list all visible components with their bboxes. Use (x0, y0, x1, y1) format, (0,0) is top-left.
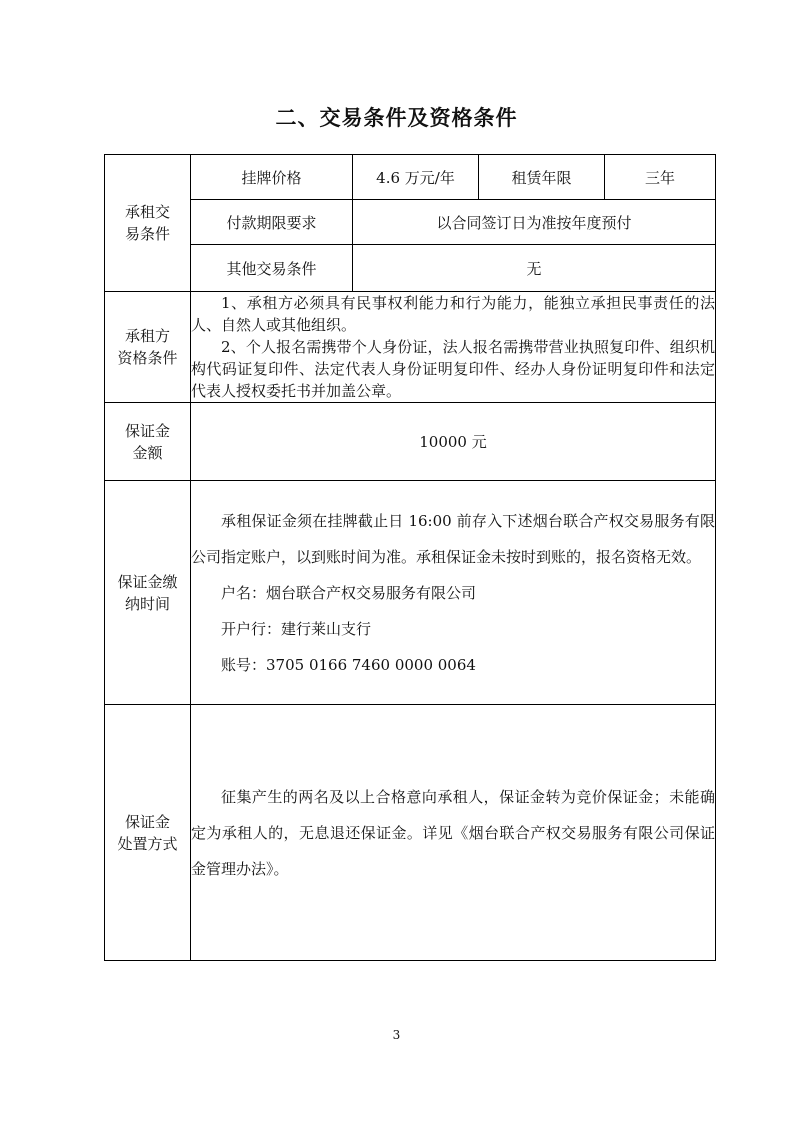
bank-name: 开户行：建行莱山支行 (221, 619, 372, 638)
label-line: 资格条件 (117, 349, 178, 367)
deposit-payment-label (105, 481, 191, 705)
conditions-table (104, 154, 716, 961)
label-line: 金额 (132, 443, 163, 462)
label-line: 保证金 (124, 812, 170, 831)
label-line: 保证金 (124, 421, 170, 440)
label-line: 易条件 (124, 225, 170, 243)
deposit-payment-row (105, 481, 716, 705)
payment-value: 以合同签订日为准按年度预付 (353, 200, 716, 245)
trade-conditions-label (105, 155, 191, 292)
qualification-row (105, 292, 716, 403)
account-number: 账号：3705 0166 7460 0000 0064 (221, 655, 476, 674)
lease-term-value: 三年 (605, 155, 716, 200)
other-label: 其他交易条件 (191, 245, 353, 292)
deposit-payment-text (191, 481, 716, 705)
trade-row-other (105, 245, 716, 292)
listing-price-value: 4.6 万元/年 (353, 155, 479, 200)
qualification-label (105, 292, 191, 403)
payment-label: 付款期限要求 (191, 200, 353, 245)
section-title: 二、交易条件及资格条件 (275, 106, 518, 130)
label-line: 承租方 (124, 327, 170, 345)
trade-row-payment (105, 200, 716, 245)
account-name: 户名：烟台联合产权交易服务有限公司 (221, 583, 477, 602)
lease-term-label: 租赁年限 (479, 155, 605, 200)
label-line: 保证金缴 (117, 572, 178, 591)
deposit-payment-rule: 承租保证金须在挂牌截止日 16:00 前存入下述烟台联合产权交易服务有限公司指定账户，以到账时间为准。承租保证金未按时到账的，报名资格无效。 (191, 511, 715, 566)
deposit-amount-value: 10000 元 (191, 403, 716, 481)
deposit-handling-row (105, 705, 716, 961)
trade-row-price (105, 155, 716, 200)
deposit-amount-label (105, 403, 191, 481)
label-line: 承租交 (124, 203, 170, 221)
label-line: 纳时间 (124, 594, 170, 613)
deposit-handling-rule: 征集产生的两名及以上合格意向承租人，保证金转为竞价保证金；未能确定为承租人的，无息退还保证金。详见《烟台联合产权交易服务有限公司保证金管理办法》。 (191, 787, 715, 878)
qualification-item-1: 1、承租方必须具有民事权利能力和行为能力，能独立承担民事责任的法人、自然人或其他组织。 (191, 294, 715, 334)
label-line: 处置方式 (117, 834, 178, 853)
qualification-text (191, 292, 716, 403)
deposit-handling-label (105, 705, 191, 961)
page-number: 3 (392, 1028, 401, 1042)
deposit-handling-text (191, 705, 716, 961)
deposit-amount-row (105, 403, 716, 481)
listing-price-label: 挂牌价格 (191, 155, 353, 200)
qualification-item-2: 2、个人报名需携带个人身份证，法人报名需携带营业执照复印件、组织机构代码证复印件、法定代表人身份证明复印件、经办人身份证明复印件和法定代表人授权委托书并加盖公章。 (191, 338, 715, 400)
other-value: 无 (353, 245, 716, 292)
